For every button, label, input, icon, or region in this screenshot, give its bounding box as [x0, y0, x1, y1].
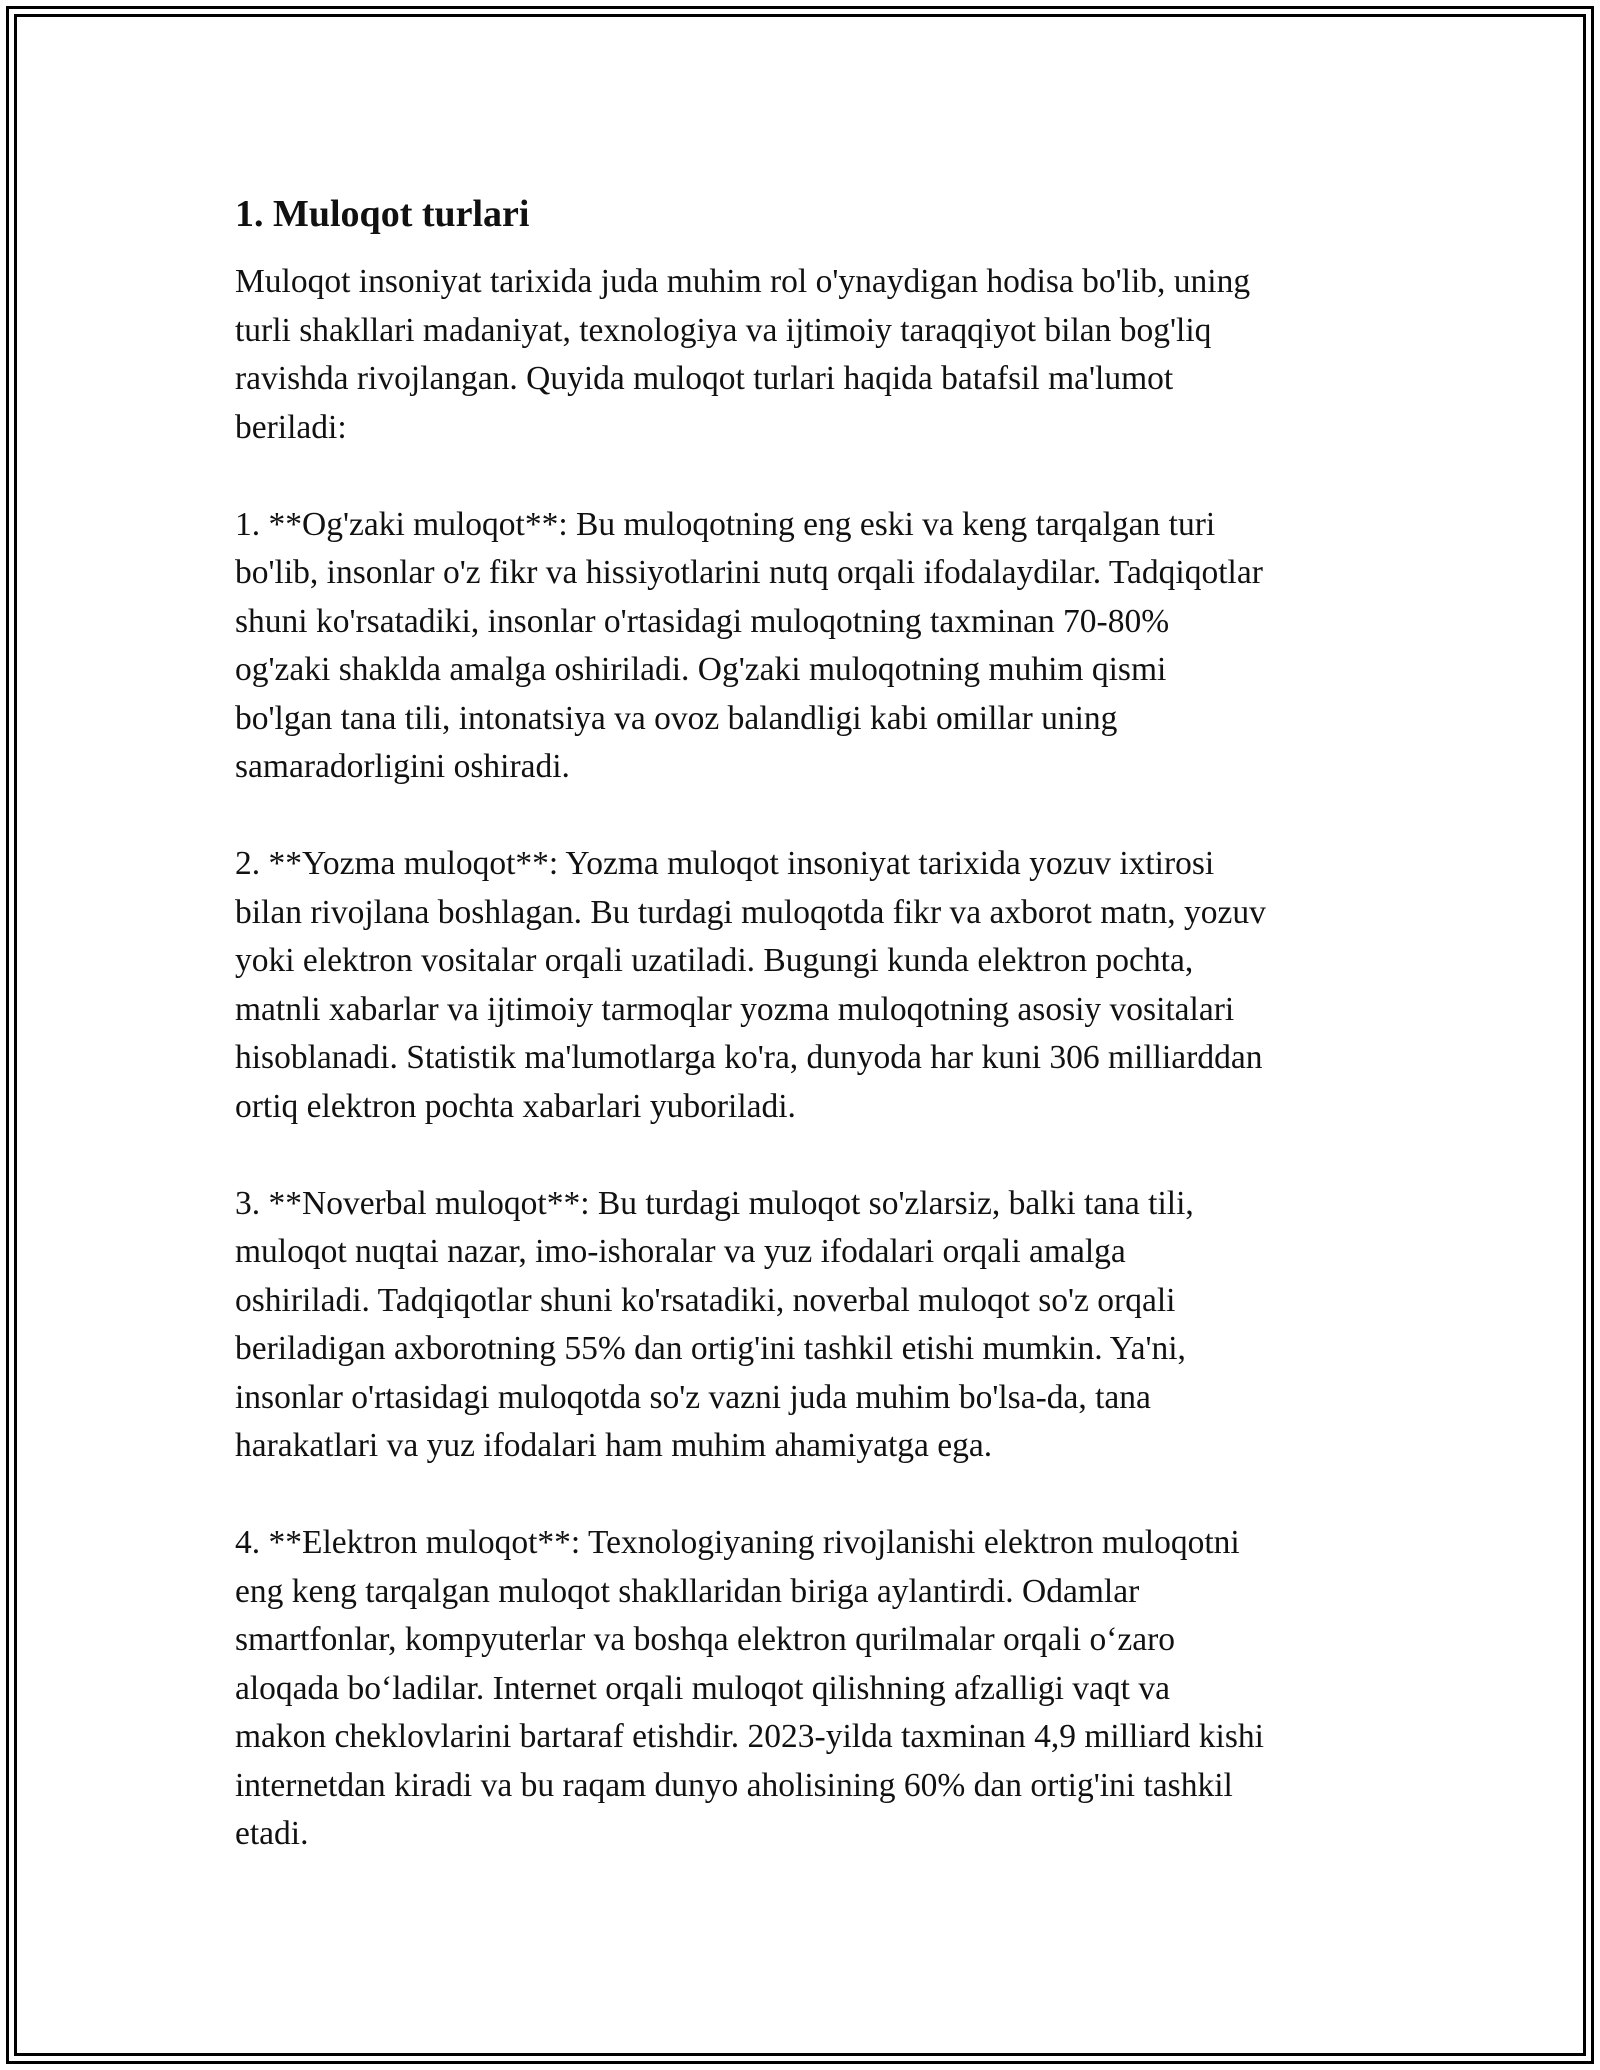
intro-paragraph: Muloqot insoniyat tarixida juda muhim rol o'ynaydigan hodisa bo'lib, uning turli shakllari madaniyat, texnologiya va ijtimoiy taraqqiyot bilan bog'liq ravishda rivojlangan. Quyida muloqot turlari haqida batafsil ma'lumot beriladi:: [235, 263, 1251, 446]
document-body: [235, 188, 1385, 1907]
paragraph-written-communication: 2. **Yozma muloqot**: Yozma muloqot insoniyat tarixida yozuv ixtirosi bilan rivojlana boshlagan. Bu turdagi muloqotda fikr va axborot matn, yozuv yoki elektron vositalar orqali uzatiladi. Bugungi kunda elektron pochta, matnli xabarlar va ijtimoiy tarmoqlar yozma muloqotning asosiy vositalari hisoblanadi. Statistik ma'lumotlarga ko'ra, dunyoda har kuni 306 milliarddan ortiq elektron pochta xabarlari yuboriladi.: [235, 845, 1266, 1125]
paragraph-nonverbal-communication: 3. **Noverbal muloqot**: Bu turdagi muloqot so'zlarsiz, balki tana tili, muloqot nuqtai nazar, imo-ishoralar va yuz ifodalari orqali amalga oshiriladi. Tadqiqotlar shuni ko'rsatadiki, noverbal muloqot so'z orqali beriladigan axborotning 55% dan ortig'ini tashkil etishi mumkin. Ya'ni, insonlar o'rtasidagi muloqotda so'z vazni juda muhim bo'lsa-da, tana harakatlari va yuz ifodalari ham muhim ahamiyatga ega.: [235, 1184, 1194, 1464]
paragraph-electronic-communication: 4. **Elektron muloqot**: Texnologiyaning rivojlanishi elektron muloqotni eng keng tarqalgan muloqot shakllaridan biriga aylantirdi. Odamlar smartfonlar, kompyuterlar va boshqa elektron qurilmalar orqali o‘zaro aloqada bo‘ladilar. Internet orqali muloqot qilishning afzalligi vaqt va makon cheklovlarini bartaraf etishdir. 2023-yilda taxminan 4,9 milliard kishi internetdan kiradi va bu raqam dunyo aholisining 60% dan ortig'ini tashkil etadi.: [235, 1524, 1264, 1852]
paragraph-oral-communication: 1. **Og'zaki muloqot**: Bu muloqotning eng eski va keng tarqalgan turi bo'lib, insonlar o'z fikr va hissiyotlarini nutq orqali ifodalaydilar. Tadqiqotlar shuni ko'rsatadiki, insonlar o'rtasidagi muloqotning taxminan 70-80% og'zaki shaklda amalga oshiriladi. Og'zaki muloqotning muhim qismi bo'lgan tana tili, intonatsiya va ovoz balandligi kabi omillar uning samaradorligini oshiradi.: [235, 505, 1263, 785]
section-heading: 1. Muloqot turlari: [235, 193, 530, 235]
